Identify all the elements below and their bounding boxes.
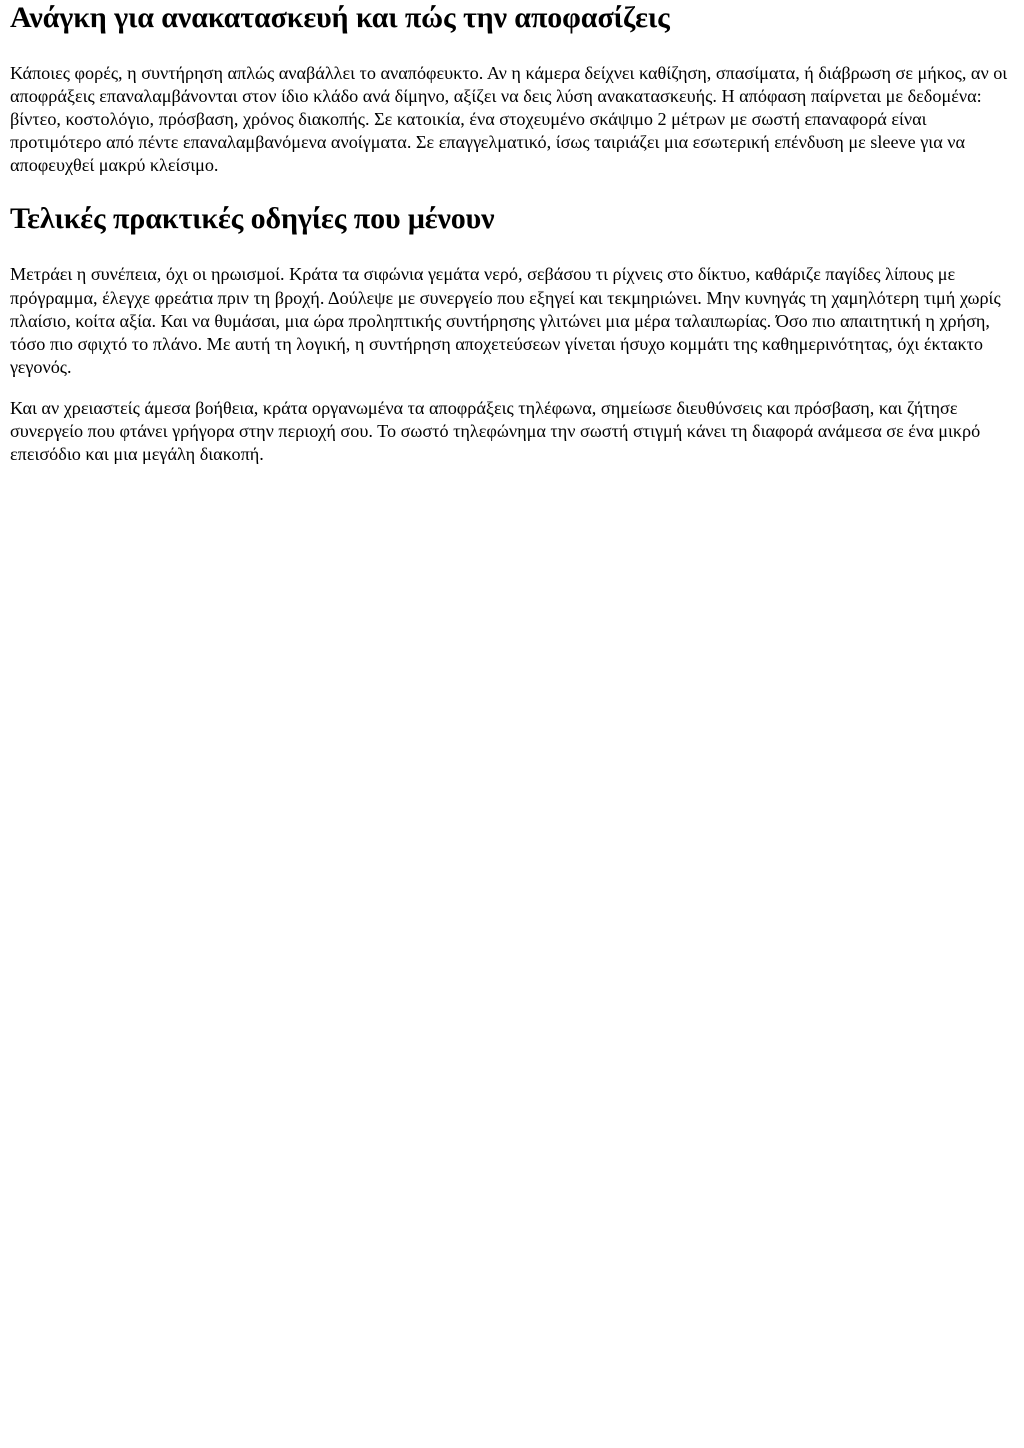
section-heading-final-tips: Τελικές πρακτικές οδηγίες που μένουν bbox=[10, 202, 495, 236]
paragraph-urgent-help: Και αν χρειαστείς άμεσα βοήθεια, κράτα οργανωμένα τα αποφράξεις τηλέφωνα, σημείωσε διευθύνσεις και πρόσβαση, και ζήτησε συνεργείο που φτάνει γρήγορα στην περιοχή σου. Το σωστό τηλεφώνημα την σωστή στιγμή κάνει τη διαφορά ανάμεσα σε ένα μικρό επεισόδιο και μια μεγάλη διακοπή. bbox=[10, 397, 981, 465]
section-heading-reconstruction: Ανάγκη για ανακατασκευή και πώς την αποφασίζεις bbox=[10, 1, 670, 34]
paragraph-reconstruction: Κάποιες φορές, η συντήρηση απλώς αναβάλλει το αναπόφευκτο. Αν η κάμερα δείχνει καθίζηση, σπασίματα, ή διάβρωση σε μήκος, αν οι αποφράξεις επαναλαμβάνονται στον ίδιο κλάδο ανά δίμηνο, αξίζει να δεις λύση ανακατασκευής. Η απόφαση παίρνεται με δεδομένα: βίντεο, κοστολόγιο, πρόσβαση, χρόνος διακοπής. Σε κατοικία, ένα στοχευμένο σκάψιμο 2 μέτρων με σωστή επαναφορά είναι προτιμότερο από πέντε επαναλαμβανόμενα ανοίγματα. Σε επαγγελματικό, ίσως ταιριάζει μια εσωτερική επένδυση με sleeve για να αποφευχθεί μακρύ κλείσιμο. bbox=[10, 63, 1008, 176]
paragraph-consistency: Μετράει η συνέπεια, όχι οι ηρωισμοί. Κράτα τα σιφώνια γεμάτα νερό, σεβάσου τι ρίχνεις στο δίκτυο, καθάριζε παγίδες λίπους με πρόγραμμα, έλεγχε φρεάτια πριν τη βροχή. Δούλεψε με συνεργείο που εξηγεί και τεκμηριώνει. Μην κυνηγάς τη χαμηλότερη τιμή χωρίς πλαίσιο, κοίτα αξία. Και να θυμάσαι, μια ώρα προληπτικής συντήρησης γλιτώνει μια μέρα ταλαιπωρίας. Όσο πιο απαιτητική η χρήση, τόσο πιο σφιχτό το πλάνο. Με αυτή τη λογική, η συντήρηση αποχετεύσεων γίνεται ήσυχο κομμάτι της καθημερινότητας, όχι έκτακτο γεγονός. bbox=[10, 264, 1001, 377]
article-content bbox=[10, 0, 1014, 466]
